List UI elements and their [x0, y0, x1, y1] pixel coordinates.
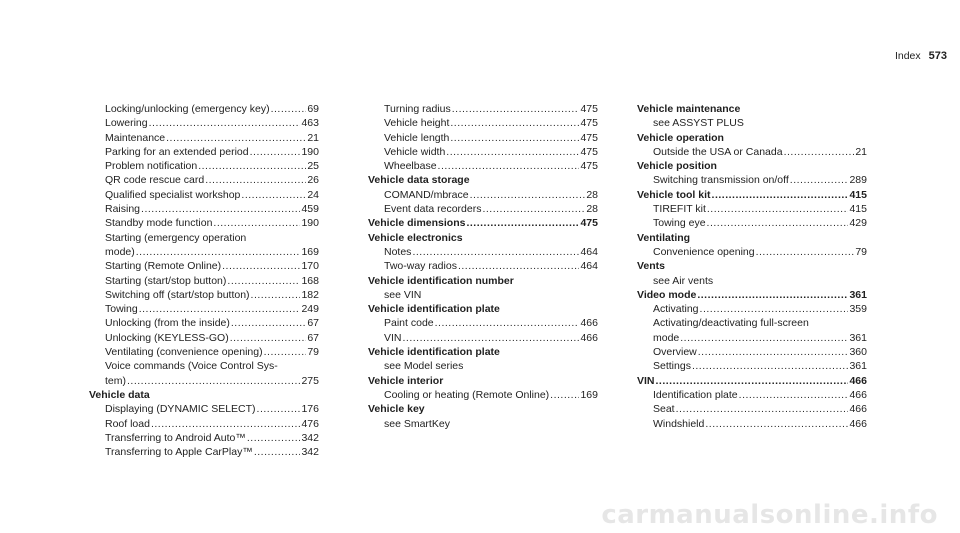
dot-leader [756, 245, 854, 259]
entry-label: Activating [653, 303, 699, 316]
index-heading [368, 173, 598, 187]
entry-page-number: 459 [301, 203, 319, 216]
entry-label: Turning radius [384, 103, 451, 115]
index-heading [637, 188, 867, 202]
entry-label: Ventilating [637, 231, 691, 244]
entry-page-number: 169 [580, 388, 598, 401]
entry-page-number: 26 [307, 174, 319, 187]
entry-label: Notes [384, 245, 412, 258]
index-entry [368, 159, 598, 173]
entry-page-number: 67 [307, 331, 319, 344]
index-entry [637, 402, 867, 416]
index-entry [89, 345, 319, 359]
entry-page-number: 67 [307, 317, 319, 330]
index-entry [89, 102, 319, 116]
entry-page-number: 463 [301, 117, 319, 130]
index-heading [368, 216, 598, 230]
entry-label: Starting (start/stop button) [105, 274, 227, 287]
entry-label: Vehicle key [368, 403, 425, 416]
index-entry [637, 173, 867, 187]
index-heading [637, 231, 867, 245]
entry-label: Parking for an extended period [105, 145, 249, 158]
entry-page-number: 360 [849, 346, 867, 359]
index-entry [89, 445, 319, 459]
index-entry [368, 245, 598, 259]
entry-page-number: 182 [301, 288, 319, 301]
dot-leader [470, 188, 585, 202]
entry-page-number: 359 [849, 303, 867, 316]
entry-page-number: 24 [307, 188, 319, 201]
entry-label: Transferring to Apple CarPlay™ [105, 446, 253, 459]
index-entry [368, 116, 598, 130]
entry-page-number: 176 [301, 403, 319, 416]
index-column-2 [368, 102, 598, 431]
entry-label: Switching off (start/stop button) [105, 288, 250, 301]
dot-leader [450, 131, 579, 145]
entry-label: Qualified specialist workshop [105, 188, 241, 201]
dot-leader [697, 288, 848, 302]
dot-leader [692, 359, 849, 373]
entry-label: Unlocking (from the inside) [105, 317, 230, 330]
dot-leader [151, 417, 301, 431]
entry-page-number: 190 [301, 145, 319, 158]
index-heading [368, 345, 598, 359]
entry-label: Activating/deactivating full-screen [653, 317, 809, 330]
index-entry [89, 431, 319, 445]
index-entry [637, 116, 867, 130]
index-entry [368, 316, 598, 330]
index-heading [89, 388, 319, 402]
dot-leader [222, 259, 300, 273]
index-heading [637, 159, 867, 173]
index-column-1 [89, 102, 319, 459]
dot-leader [705, 417, 848, 431]
entry-label: see Air vents [653, 274, 714, 287]
index-heading [637, 259, 867, 273]
entry-page-number: 69 [307, 103, 319, 115]
dot-leader [247, 431, 301, 445]
index-entry [637, 316, 867, 330]
index-entry [637, 245, 867, 259]
index-entry [89, 202, 319, 216]
dot-leader [127, 374, 300, 388]
dot-leader [213, 216, 300, 230]
entry-page-number: 466 [849, 403, 867, 416]
watermark: carmanualsonline.info [601, 500, 938, 530]
index-entry [89, 173, 319, 187]
entry-page-number: 464 [580, 245, 598, 258]
dot-leader [241, 188, 306, 202]
entry-label: VIN [384, 331, 402, 344]
index-entry [89, 116, 319, 130]
entry-page-number: 429 [849, 217, 867, 230]
entry-label: Overview [653, 346, 697, 359]
index-entry [637, 274, 867, 288]
index-entry [89, 316, 319, 330]
dot-leader [271, 102, 306, 116]
index-heading [368, 402, 598, 416]
entry-page-number: 169 [301, 245, 319, 258]
entry-page-number: 25 [307, 160, 319, 173]
index-entry [368, 102, 598, 116]
dot-leader [435, 316, 580, 330]
dot-leader [466, 216, 579, 230]
entry-page-number: 466 [849, 374, 867, 387]
dot-leader [784, 145, 854, 159]
dot-leader [257, 402, 301, 416]
dot-leader [680, 331, 848, 345]
index-entry [368, 288, 598, 302]
index-entry [368, 188, 598, 202]
entry-page-number: 249 [301, 303, 319, 316]
entry-label: Video mode [637, 288, 697, 301]
entry-page-number: 475 [580, 145, 598, 158]
entry-page-number: 342 [301, 431, 319, 444]
dot-leader [251, 288, 301, 302]
entry-label: Starting (emergency operation [105, 231, 247, 244]
entry-label: Cooling or heating (Remote Online) [384, 388, 550, 401]
index-entry [368, 259, 598, 273]
entry-page-number: 466 [580, 317, 598, 330]
dot-leader [452, 102, 580, 116]
entry-label: Vehicle electronics [368, 231, 463, 244]
entry-label: Seat [653, 403, 675, 416]
entry-page-number: 466 [849, 388, 867, 401]
dot-leader [739, 388, 849, 402]
dot-leader [458, 259, 580, 273]
entry-page-number: 361 [849, 288, 867, 301]
entry-label: VIN [637, 374, 655, 387]
entry-page-number: 28 [586, 188, 598, 201]
index-heading [368, 231, 598, 245]
index-column-3 [637, 102, 867, 431]
entry-label: Identification plate [653, 388, 738, 401]
entry-label: Standby mode function [105, 217, 213, 230]
dot-leader [438, 159, 580, 173]
entry-label: see ASSYST PLUS [653, 117, 744, 130]
entry-page-number: 79 [307, 346, 319, 359]
entry-label: Vents [637, 260, 666, 273]
dot-leader [136, 245, 301, 259]
index-heading [637, 131, 867, 145]
index-heading [368, 302, 598, 316]
dot-leader [790, 173, 849, 187]
dot-leader [412, 245, 579, 259]
entry-page-number: 190 [301, 217, 319, 230]
index-entry [637, 216, 867, 230]
index-entry [637, 388, 867, 402]
entry-label: COMAND/mbrace [384, 188, 469, 201]
entry-label: Convenience opening [653, 245, 755, 258]
index-heading [368, 274, 598, 288]
page-header [895, 50, 947, 62]
index-entry [368, 202, 598, 216]
index-entry [368, 331, 598, 345]
entry-label: Windshield [653, 417, 705, 430]
entry-label: Vehicle data storage [368, 174, 470, 187]
index-entry [89, 145, 319, 159]
entry-label: Displaying (DYNAMIC SELECT) [105, 403, 256, 416]
entry-label: Vehicle identification plate [368, 303, 500, 316]
entry-label: Paint code [384, 317, 434, 330]
index-entry [89, 245, 319, 259]
index-entry [368, 145, 598, 159]
entry-label: Vehicle maintenance [637, 103, 741, 115]
index-entry [637, 202, 867, 216]
entry-label: mode [653, 331, 680, 344]
dot-leader [141, 202, 300, 216]
entry-label: Switching transmission on/off [653, 174, 789, 187]
entry-label: QR code rescue card [105, 174, 205, 187]
entry-page-number: 361 [849, 360, 867, 373]
dot-leader [227, 274, 300, 288]
entry-page-number: 361 [849, 331, 867, 344]
entry-label: mode) [105, 245, 135, 258]
entry-label: Vehicle identification number [368, 274, 514, 287]
entry-label: Vehicle height [384, 117, 450, 130]
entry-page-number: 21 [855, 145, 867, 158]
dot-leader [139, 302, 301, 316]
entry-label: Event data recorders [384, 203, 482, 216]
entry-label: Vehicle width [384, 145, 446, 158]
index-entry [368, 359, 598, 373]
dot-leader [707, 202, 849, 216]
entry-page-number: 168 [301, 274, 319, 287]
entry-label: Wheelbase [384, 160, 437, 173]
dot-leader [676, 402, 849, 416]
dot-leader [250, 145, 301, 159]
dot-leader [700, 302, 849, 316]
entry-page-number: 466 [580, 331, 598, 344]
index-entry [89, 216, 319, 230]
page-number: 573 [928, 50, 947, 62]
entry-label: Vehicle dimensions [368, 217, 466, 230]
entry-label: see Model series [384, 360, 464, 373]
entry-label: Vehicle position [637, 160, 717, 173]
index-entry [89, 417, 319, 431]
entry-page-number: 476 [301, 417, 319, 430]
entry-label: Locking/unlocking (emergency key) [105, 103, 270, 115]
index-entry [637, 145, 867, 159]
dot-leader [166, 131, 306, 145]
entry-label: Lowering [105, 117, 148, 130]
entry-label: Towing eye [653, 217, 706, 230]
entry-page-number: 170 [301, 260, 319, 273]
dot-leader [403, 331, 580, 345]
entry-page-number: 475 [580, 117, 598, 130]
index-entry [89, 374, 319, 388]
index-entry [637, 331, 867, 345]
index-entry [368, 417, 598, 431]
index-entry [89, 288, 319, 302]
dot-leader [450, 116, 579, 130]
dot-leader [205, 173, 306, 187]
entry-label: Voice commands (Voice Control Sys- [105, 360, 278, 373]
dot-leader [707, 216, 849, 230]
entry-page-number: 475 [580, 217, 598, 230]
index-entry [89, 159, 319, 173]
entry-label: Vehicle interior [368, 374, 444, 387]
entry-label: TIREFIT kit [653, 203, 706, 216]
dot-leader [712, 188, 849, 202]
index-entry [89, 231, 319, 245]
entry-page-number: 475 [580, 103, 598, 115]
entry-label: see VIN [384, 288, 422, 301]
entry-label: Ventilating (convenience opening) [105, 346, 263, 359]
entry-page-number: 28 [586, 203, 598, 216]
dot-leader [550, 388, 579, 402]
dot-leader [198, 159, 306, 173]
dot-leader [264, 345, 306, 359]
dot-leader [698, 345, 849, 359]
index-entry [368, 388, 598, 402]
entry-label: Outside the USA or Canada [653, 145, 783, 158]
index-heading [637, 288, 867, 302]
entry-label: Raising [105, 203, 141, 216]
index-entry [89, 359, 319, 373]
dot-leader [231, 316, 306, 330]
entry-label: Roof load [105, 417, 150, 430]
index-entry [637, 359, 867, 373]
entry-label: Vehicle operation [637, 131, 724, 144]
entry-page-number: 79 [855, 245, 867, 258]
entry-page-number: 475 [580, 160, 598, 173]
index-entry [637, 345, 867, 359]
entry-page-number: 21 [307, 131, 319, 144]
entry-label: tem) [105, 374, 126, 387]
index-heading [637, 374, 867, 388]
entry-label: Settings [653, 360, 691, 373]
entry-label: Vehicle tool kit [637, 188, 711, 201]
entry-label: Towing [105, 303, 138, 316]
dot-leader [149, 116, 301, 130]
entry-label: Vehicle length [384, 131, 450, 144]
entry-label: Vehicle identification plate [368, 346, 500, 359]
section-title: Index [894, 50, 921, 62]
entry-page-number: 464 [580, 260, 598, 273]
entry-page-number: 289 [849, 174, 867, 187]
index-entry [89, 402, 319, 416]
entry-page-number: 466 [849, 417, 867, 430]
entry-page-number: 275 [301, 374, 319, 387]
entry-page-number: 342 [301, 446, 319, 459]
entry-label: Unlocking (KEYLESS-GO) [105, 331, 229, 344]
index-heading [368, 374, 598, 388]
entry-label: Maintenance [105, 131, 166, 144]
index-entry [89, 259, 319, 273]
entry-page-number: 415 [849, 188, 867, 201]
index-entry [89, 331, 319, 345]
index-entry [89, 274, 319, 288]
entry-label: Problem notification [105, 160, 198, 173]
entry-label: Vehicle data [89, 388, 150, 401]
index-entry [89, 188, 319, 202]
entry-label: see SmartKey [384, 417, 450, 430]
dot-leader [482, 202, 585, 216]
dot-leader [254, 445, 301, 459]
entry-page-number: 475 [580, 131, 598, 144]
entry-label: Two-way radios [384, 260, 457, 273]
dot-leader [656, 374, 849, 388]
entry-label: Transferring to Android Auto™ [105, 431, 246, 444]
index-entry [89, 131, 319, 145]
index-heading [637, 102, 867, 116]
index-entry [89, 302, 319, 316]
index-entry [368, 131, 598, 145]
entry-page-number: 415 [849, 203, 867, 216]
dot-leader [446, 145, 579, 159]
entry-label: Starting (Remote Online) [105, 260, 222, 273]
index-entry [637, 417, 867, 431]
dot-leader [230, 331, 306, 345]
index-entry [637, 302, 867, 316]
